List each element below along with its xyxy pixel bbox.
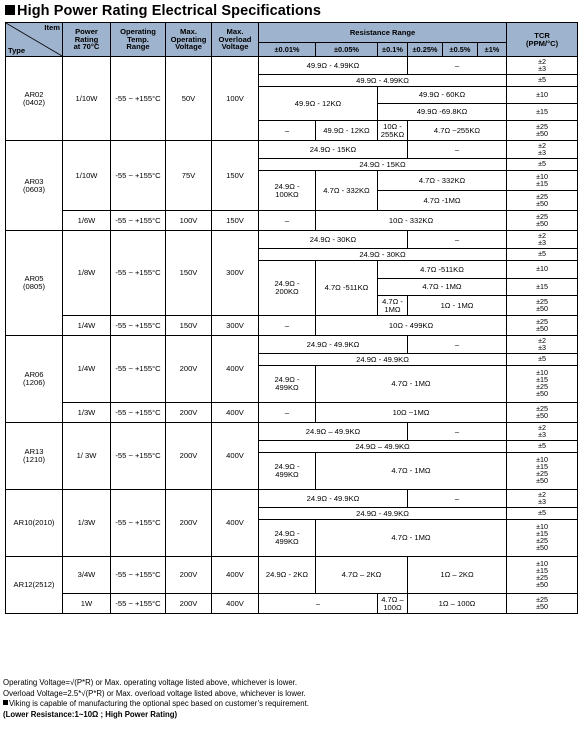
table-row: [6, 423, 578, 441]
tcr-cell: ±10: [507, 87, 578, 104]
header-tol-0.25: ±0.25%: [408, 43, 443, 57]
tcr-cell: ±10 ±15 ±25 ±50: [507, 557, 578, 594]
tcr-cell: ±25 ±50: [507, 316, 578, 336]
ovl-cell: 300V: [212, 316, 259, 336]
footnote-overload-voltage: Overload Voltage=2.5*√(P*R) or Max. overload voltage listed above, whichever is lower.: [3, 688, 306, 698]
tcr-cell: ±15: [507, 104, 578, 121]
tcr-cell: ±10: [507, 261, 578, 279]
table-row: [6, 231, 578, 249]
footnote-optional-spec: Viking is capable of manufacturing the optional spec based on customer’s requirement.: [3, 699, 309, 710]
type-cell: AR10(2010): [6, 490, 63, 557]
range-cell: 24.9Ω – 49.9KΩ: [259, 441, 507, 453]
range-cell: 4.7Ω - 1MΩ: [316, 520, 507, 557]
tcr-cell: ±25 ±50: [507, 594, 578, 614]
tcr-cell: ±15: [507, 279, 578, 296]
range-cell: 4.7Ω ~255KΩ: [408, 121, 507, 141]
range-cell: 24.9Ω - 30KΩ: [259, 231, 408, 249]
range-cell: –: [259, 121, 316, 141]
opv-cell: 200V: [166, 490, 212, 557]
range-cell: 10Ω - 332KΩ: [316, 211, 507, 231]
range-cell: 49.9Ω -69.8KΩ: [378, 104, 507, 121]
tcr-cell: ±5: [507, 75, 578, 87]
table-row: [6, 141, 578, 159]
header-type-label: Type: [8, 46, 26, 56]
footnote-operating-voltage: Operating Voltage=√(P*R) or Max. operating voltage listed above, whichever is lower.: [3, 678, 298, 687]
range-cell: –: [408, 336, 507, 354]
temp-cell: -55 ~ +155°C: [111, 211, 166, 231]
type-cell: AR03 (0603): [6, 141, 63, 231]
header-temp: Operating Temp. Range: [111, 23, 166, 57]
power-cell: 1/3W: [63, 403, 111, 423]
header-tol-0.05: ±0.05%: [316, 43, 378, 57]
range-cell: –: [259, 594, 378, 614]
tcr-cell: ±25 ±50: [507, 121, 578, 141]
temp-cell: -55 ~ +155°C: [111, 316, 166, 336]
range-cell: –: [408, 231, 507, 249]
header-resistance-range: Resistance Range: [259, 23, 507, 43]
range-cell: –: [259, 316, 316, 336]
tcr-cell: ±2 ±3: [507, 336, 578, 354]
header-tol-0.5: ±0.5%: [443, 43, 478, 57]
ovl-cell: 150V: [212, 141, 259, 211]
power-cell: 1/ 3W: [63, 423, 111, 490]
power-cell: 1W: [63, 594, 111, 614]
power-cell: 1/10W: [63, 141, 111, 211]
ovl-cell: 300V: [212, 231, 259, 316]
range-cell: 4.7Ω - 1MΩ: [378, 279, 507, 296]
tcr-cell: ±2 ±3: [507, 57, 578, 75]
range-cell: 4.7Ω - 1MΩ: [378, 296, 408, 316]
header-tcr: TCR (PPM/°C): [507, 23, 578, 57]
table-row: [6, 403, 578, 423]
header-tol-0.1: ±0.1%: [378, 43, 408, 57]
range-cell: –: [408, 141, 507, 159]
page-title: [5, 3, 321, 19]
temp-cell: -55 ~ +155°C: [111, 141, 166, 211]
opv-cell: 200V: [166, 557, 212, 594]
range-cell: 1Ω – 2KΩ: [408, 557, 507, 594]
ovl-cell: 400V: [212, 403, 259, 423]
range-cell: 49.9Ω - 4.99KΩ: [259, 75, 507, 87]
temp-cell: -55 ~ +155°C: [111, 231, 166, 316]
table-row: [6, 57, 578, 75]
header-item-type: [6, 23, 63, 57]
table-row: [6, 336, 578, 354]
header-power: Power Rating at 70°C: [63, 23, 111, 57]
range-cell: 24.9Ω - 15KΩ: [259, 159, 507, 171]
range-cell: 4.7Ω -1MΩ: [378, 191, 507, 211]
opv-cell: 200V: [166, 336, 212, 403]
temp-cell: -55 ~ +155°C: [111, 557, 166, 594]
range-cell: –: [408, 490, 507, 508]
type-cell: AR02 (0402): [6, 57, 63, 141]
tcr-cell: ±5: [507, 159, 578, 171]
range-cell: 4.7Ω -511KΩ: [378, 261, 507, 279]
range-cell: 4.7Ω – 2KΩ: [316, 557, 408, 594]
range-cell: 4.7Ω - 332KΩ: [316, 171, 378, 211]
range-cell: 24.9Ω - 49.9KΩ: [259, 508, 507, 520]
power-cell: 1/4W: [63, 316, 111, 336]
range-cell: 4.7Ω - 1MΩ: [316, 453, 507, 490]
type-cell: AR06 (1206): [6, 336, 63, 423]
tcr-cell: ±2 ±3: [507, 490, 578, 508]
power-cell: 1/3W: [63, 490, 111, 557]
power-cell: 1/8W: [63, 231, 111, 316]
range-cell: –: [259, 211, 316, 231]
header-item-label: Item: [44, 23, 60, 32]
footnotes: [3, 678, 309, 720]
temp-cell: -55 ~ +155°C: [111, 594, 166, 614]
temp-cell: -55 ~ +155°C: [111, 336, 166, 403]
tcr-cell: ±10 ±15 ±25 ±50: [507, 366, 578, 403]
range-cell: 10Ω - 499KΩ: [316, 316, 507, 336]
power-cell: 1/10W: [63, 57, 111, 141]
range-cell: 24.9Ω - 30KΩ: [259, 249, 507, 261]
ovl-cell: 400V: [212, 490, 259, 557]
tcr-cell: ±5: [507, 508, 578, 520]
range-cell: –: [408, 57, 507, 75]
range-cell: 24.9Ω - 100KΩ: [259, 171, 316, 211]
tcr-cell: ±2 ±3: [507, 231, 578, 249]
table-row: [6, 211, 578, 231]
square-bullet-icon: [5, 5, 15, 15]
range-cell: –: [259, 403, 316, 423]
table-row: [6, 594, 578, 614]
spec-table: [5, 22, 578, 614]
temp-cell: -55 ~ +155°C: [111, 403, 166, 423]
range-cell: 4.7Ω - 1MΩ: [316, 366, 507, 403]
tcr-cell: ±10 ±15 ±25 ±50: [507, 520, 578, 557]
tcr-cell: ±2 ±3: [507, 423, 578, 441]
tcr-cell: ±5: [507, 354, 578, 366]
range-cell: 24.9Ω - 200KΩ: [259, 261, 316, 316]
power-cell: 1/4W: [63, 336, 111, 403]
range-cell: 49.9Ω - 12KΩ: [259, 87, 378, 121]
opv-cell: 50V: [166, 57, 212, 141]
table-row: [6, 316, 578, 336]
ovl-cell: 400V: [212, 594, 259, 614]
opv-cell: 75V: [166, 141, 212, 211]
square-bullet-icon: [3, 700, 8, 705]
ovl-cell: 400V: [212, 336, 259, 403]
range-cell: 1Ω - 1MΩ: [408, 296, 507, 316]
type-cell: AR05 (0805): [6, 231, 63, 336]
range-cell: 24.9Ω - 49.9KΩ: [259, 336, 408, 354]
range-cell: 4.7Ω - 332KΩ: [378, 171, 507, 191]
range-cell: 24.9Ω - 499KΩ: [259, 366, 316, 403]
header-tol-1: ±1%: [478, 43, 507, 57]
tcr-cell: ±10 ±15: [507, 171, 578, 191]
table-row: [6, 490, 578, 508]
type-cell: AR13 (1210): [6, 423, 63, 490]
ovl-cell: 150V: [212, 211, 259, 231]
type-cell: AR12(2512): [6, 557, 63, 614]
tcr-cell: ±25 ±50: [507, 296, 578, 316]
tcr-cell: ±25 ±50: [507, 191, 578, 211]
ovl-cell: 400V: [212, 423, 259, 490]
range-cell: 4.7Ω -511KΩ: [316, 261, 378, 316]
power-cell: 3/4W: [63, 557, 111, 594]
range-cell: –: [408, 423, 507, 441]
range-cell: 49.9Ω - 60KΩ: [378, 87, 507, 104]
range-cell: 24.9Ω - 499KΩ: [259, 453, 316, 490]
tcr-cell: ±25 ±50: [507, 403, 578, 423]
range-cell: 1Ω – 100Ω: [408, 594, 507, 614]
range-cell: 49.9Ω - 4.99KΩ: [259, 57, 408, 75]
ovl-cell: 100V: [212, 57, 259, 141]
opv-cell: 150V: [166, 231, 212, 316]
range-cell: 24.9Ω - 15KΩ: [259, 141, 408, 159]
range-cell: 24.9Ω – 49.9KΩ: [259, 423, 408, 441]
header-tol-0.01: ±0.01%: [259, 43, 316, 57]
opv-cell: 150V: [166, 316, 212, 336]
opv-cell: 200V: [166, 423, 212, 490]
table-row: [6, 557, 578, 594]
opv-cell: 200V: [166, 594, 212, 614]
range-cell: 24.9Ω - 499KΩ: [259, 520, 316, 557]
temp-cell: -55 ~ +155°C: [111, 490, 166, 557]
tcr-cell: ±25 ±50: [507, 211, 578, 231]
range-cell: 4.7Ω – 100Ω: [378, 594, 408, 614]
page-title-text: High Power Rating Electrical Specifications: [17, 3, 322, 19]
tcr-cell: ±5: [507, 441, 578, 453]
temp-cell: -55 ~ +155°C: [111, 423, 166, 490]
tcr-cell: ±10 ±15 ±25 ±50: [507, 453, 578, 490]
opv-cell: 100V: [166, 211, 212, 231]
power-cell: 1/6W: [63, 211, 111, 231]
range-cell: 24.9Ω - 49.9KΩ: [259, 354, 507, 366]
range-cell: 10Ω - 255KΩ: [378, 121, 408, 141]
header-overload-voltage: Max. Overload Voltage: [212, 23, 259, 57]
range-cell: 10Ω ~1MΩ: [316, 403, 507, 423]
opv-cell: 200V: [166, 403, 212, 423]
header-operating-voltage: Max. Operating Voltage: [166, 23, 212, 57]
footnote-lower-resistance: (Lower Resistance:1~10Ω ; High Power Rating): [3, 709, 178, 719]
range-cell: 49.9Ω - 12KΩ: [316, 121, 378, 141]
tcr-cell: ±2 ±3: [507, 141, 578, 159]
ovl-cell: 400V: [212, 557, 259, 594]
tcr-cell: ±5: [507, 249, 578, 261]
range-cell: 24.9Ω - 2KΩ: [259, 557, 316, 594]
temp-cell: -55 ~ +155°C: [111, 57, 166, 141]
range-cell: 24.9Ω - 49.9KΩ: [259, 490, 408, 508]
